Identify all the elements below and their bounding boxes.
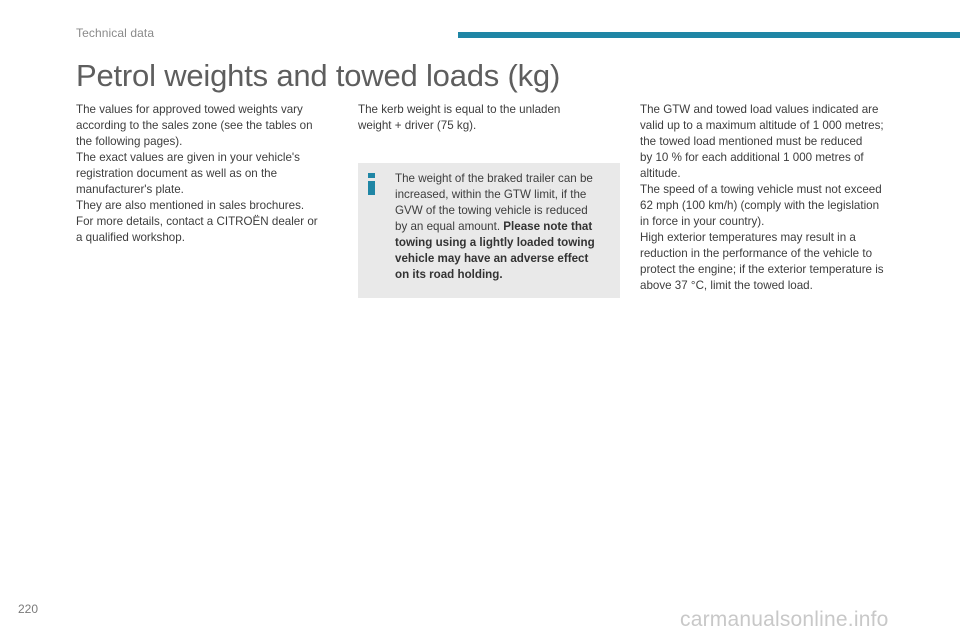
column-2 — [358, 102, 598, 134]
column-1-line: The values for approved towed weights vary — [76, 103, 303, 116]
info-line: The weight of the braked trailer can be — [395, 172, 593, 185]
column-3-line: by 10 % for each additional 1 000 metres of — [640, 151, 864, 164]
watermark: carmanualsonline.info — [680, 608, 889, 631]
column-2-line: The kerb weight is equal to the unladen — [358, 103, 561, 116]
column-1-line: according to the sales zone (see the tables on — [76, 119, 313, 132]
column-3-line: the towed load mentioned must be reduced — [640, 135, 863, 148]
column-3-line: The GTW and towed load values indicated are — [640, 103, 879, 116]
info-text — [395, 171, 615, 283]
column-1-line: a qualified workshop. — [76, 231, 185, 244]
column-1-line: registration document as well as on the — [76, 167, 278, 180]
info-line: GVW of the towing vehicle is reduced — [395, 204, 588, 217]
column-2-line: weight + driver (75 kg). — [358, 119, 477, 132]
column-3-line: in force in your country). — [640, 215, 765, 228]
info-box — [358, 163, 620, 298]
info-line — [395, 267, 615, 283]
column-3-line: 62 mph (100 km/h) (comply with the legislation — [640, 199, 880, 212]
column-1-line: manufacturer's plate. — [76, 183, 184, 196]
info-line — [395, 219, 615, 235]
page-title: Petrol weights and towed loads (kg) — [76, 58, 561, 93]
page-number: 220 — [18, 602, 39, 616]
column-3-line: altitude. — [640, 167, 681, 180]
column-1-line: The exact values are given in your vehicle's — [76, 151, 300, 164]
column-3-line: valid up to a maximum altitude of 1 000 metres; — [640, 119, 884, 132]
section-label: Technical data — [76, 26, 155, 40]
info-bold-line: vehicle may have an adverse effect — [395, 252, 589, 265]
info-line-prefix: by an equal amount. — [395, 220, 504, 233]
info-bold-line: towing using a lightly loaded towing — [395, 236, 595, 249]
info-line — [395, 235, 615, 251]
header-accent-bar — [458, 32, 960, 38]
column-1 — [76, 102, 338, 246]
column-3-line: The speed of a towing vehicle must not exceed — [640, 183, 882, 196]
column-1-line: They are also mentioned in sales brochures. — [76, 199, 305, 212]
column-1-line: For more details, contact a CITROËN dealer or — [76, 215, 318, 228]
info-line — [395, 251, 615, 267]
column-3 — [640, 102, 910, 294]
column-1-line: the following pages). — [76, 135, 183, 148]
info-bold-line: Please note that — [503, 220, 593, 233]
info-line: increased, within the GTW limit, if the — [395, 188, 587, 201]
column-3-line: High exterior temperatures may result in a — [640, 231, 856, 244]
column-3-line: above 37 °C, limit the towed load. — [640, 279, 813, 292]
info-icon — [368, 173, 376, 195]
column-3-line: reduction in the performance of the vehicle to — [640, 247, 873, 260]
column-3-line: protect the engine; if the exterior temperature is — [640, 263, 884, 276]
info-bold-line: on its road holding. — [395, 268, 503, 281]
